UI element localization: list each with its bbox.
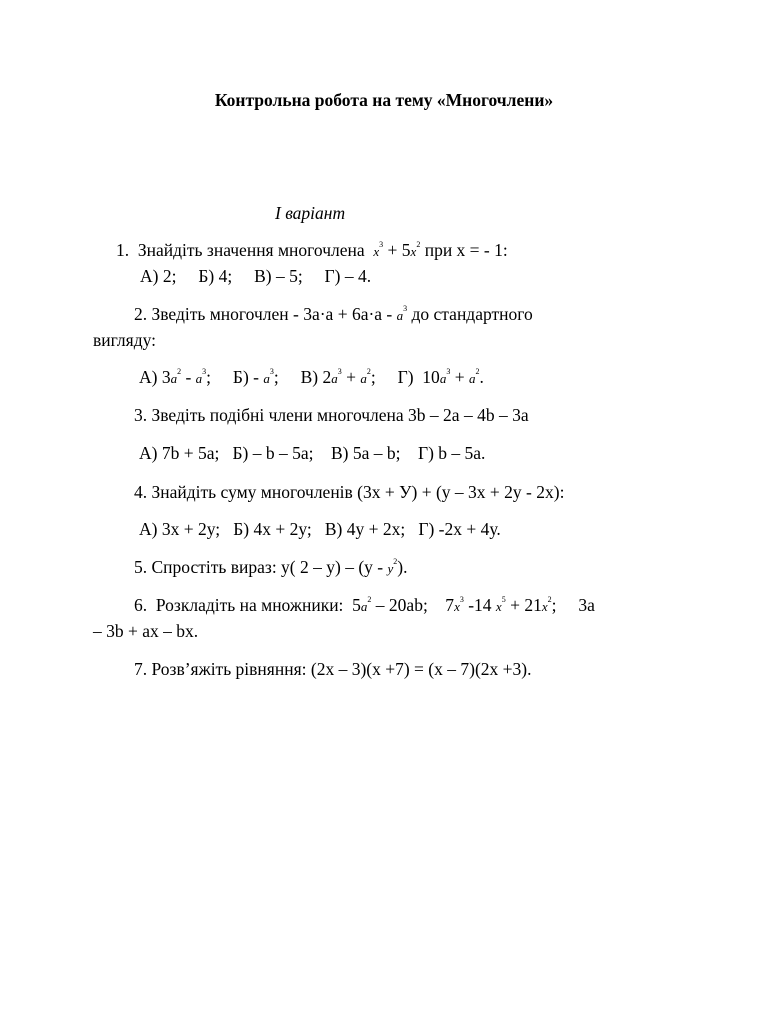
document-title: Контрольна робота на тему «Многочлени» (214, 90, 554, 110)
math-var: a (331, 371, 338, 386)
math-exp: 3 (202, 367, 207, 376)
math-exp: 3 (379, 240, 384, 249)
math-var: a (396, 308, 404, 323)
question-2-answers (139, 367, 484, 388)
question-6 (134, 595, 595, 616)
math-exp: 2 (416, 240, 421, 249)
question-4: 4. Знайдіть суму многочленів (3х + У) + (у – 3х + 2у - 2х): (134, 482, 565, 502)
question-6-text: + 21 (510, 595, 542, 615)
math-exp: 3 (403, 304, 408, 313)
math-exp: 2 (475, 367, 480, 376)
answer-part: ; Б) - (206, 367, 259, 387)
question-2-text-after: до стандартного (411, 304, 533, 324)
question-5-text-after: ). (397, 557, 408, 577)
question-1-number: 1. (116, 240, 130, 260)
question-6-text: -14 (468, 595, 492, 615)
math-var: a (195, 371, 203, 386)
math-term: + 5 (387, 240, 411, 260)
math-exp: 5 (501, 595, 506, 604)
answer-part: ; В) 2 (273, 367, 332, 387)
answer-part: - (185, 367, 192, 387)
question-3: 3. Зведіть подібні члени многочлена 3b – 2a – 4b – 3a (134, 405, 529, 425)
math-var: a (263, 371, 270, 386)
math-exp: 2 (177, 367, 182, 376)
math-var: a (360, 599, 368, 614)
math-var: a (468, 371, 476, 386)
math-var: x (541, 599, 548, 614)
math-var: x (410, 244, 417, 259)
question-5-text: 5. Спростіть вираз: у( 2 – у) – (у - (134, 557, 384, 577)
answer-part: . (479, 367, 484, 387)
question-2 (134, 304, 533, 325)
math-var: y (387, 561, 394, 576)
question-6-text: 6. Розкладіть на множники: 5 (134, 595, 361, 615)
math-var: a (439, 371, 447, 386)
question-2-text: 2. Зведіть многочлен - 3а·а + 6а·а - (134, 304, 393, 324)
math-exp: 3 (337, 367, 342, 376)
question-5 (134, 557, 407, 578)
math-exp: 3 (459, 595, 464, 604)
answer-part: А) 3 (139, 367, 171, 387)
question-1-text: Знайдіть значення многочлена (137, 240, 365, 260)
math-exp: 3 (446, 367, 451, 376)
math-var: x (454, 599, 460, 614)
math-exp: 3 (269, 367, 274, 376)
math-exp: 2 (547, 595, 552, 604)
question-1-text-after: при х = - 1: (424, 240, 508, 260)
question-4-answers: А) 3х + 2у; Б) 4х + 2у; В) 4у + 2х; Г) -2х + 4у. (139, 519, 501, 539)
math-var: a (360, 371, 367, 386)
answer-part: + (454, 367, 465, 387)
answer-part: + (346, 367, 356, 387)
question-6-text: – 20ab; 7 (375, 595, 455, 615)
math-var: x (373, 244, 380, 259)
math-exp: 2 (367, 595, 372, 604)
question-1-answers: А) 2; Б) 4; В) – 5; Г) – 4. (140, 266, 372, 286)
variant-heading: І варіант (275, 203, 346, 223)
question-6-continuation: – 3b + ax – bx. (93, 621, 199, 641)
math-var: a (170, 371, 178, 386)
question-2-continuation: вигляду: (93, 330, 156, 350)
question-7: 7. Розв’яжіть рівняння: (2х – 3)(х +7) = (х – 7)(2х +3). (134, 659, 532, 679)
math-exp: 2 (366, 367, 371, 376)
answer-part: ; Г) 10 (370, 367, 440, 387)
question-1 (116, 240, 508, 261)
question-6-text: ; 3a (551, 595, 595, 615)
math-var: x (495, 599, 502, 614)
question-3-answers: А) 7b + 5a; Б) – b – 5a; В) 5a – b; Г) b – 5a. (139, 443, 486, 463)
math-exp: 2 (393, 557, 398, 566)
